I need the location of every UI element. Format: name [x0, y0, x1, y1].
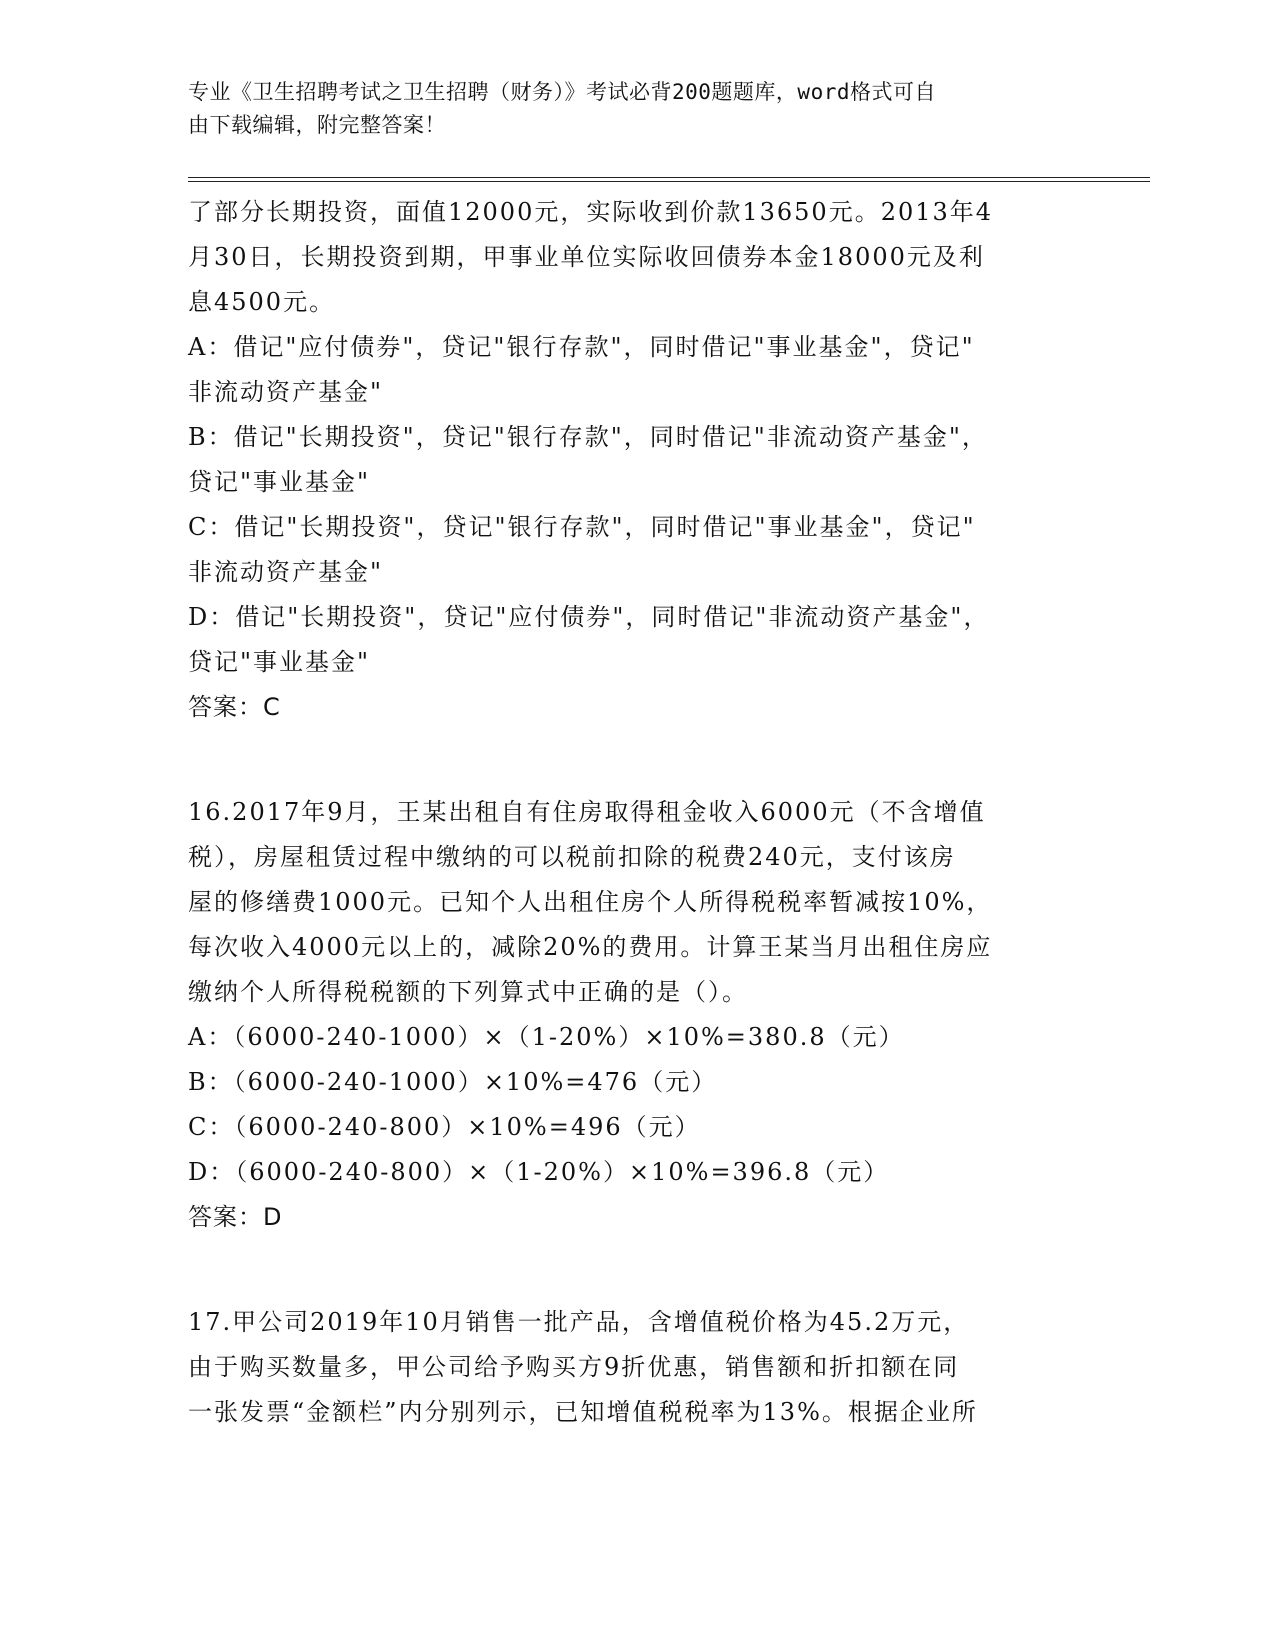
question-15 — [188, 190, 1088, 730]
answer-label: 答案：D — [188, 1203, 283, 1231]
answer-label: 答案：C — [188, 693, 281, 721]
question-stem-line: 一张发票“金额栏”内分别列示，已知增值税税率为13%。根据企业所 — [188, 1398, 978, 1426]
question-16 — [188, 790, 1088, 1240]
question-spacer — [188, 1240, 1088, 1300]
question-stem-line: 屋的修缮费1000元。已知个人出租住房个人所得税税率暂减按10%， — [188, 888, 993, 916]
question-stem-line: 16.2017年9月，王某出租自有住房取得租金收入6000元（不含增值 — [188, 798, 986, 826]
question-stem-line: 了部分长期投资，面值12000元，实际收到价款13650元。2013年4 — [188, 198, 994, 226]
option-a-line-1: A：借记"应付债券"，贷记"银行存款"，同时借记"事业基金"，贷记" — [188, 333, 975, 361]
question-stem-line: 月30日，长期投资到期，甲事业单位实际收回债券本金18000元及利 — [188, 243, 985, 271]
option-c-line-1: C：借记"长期投资"，贷记"银行存款"，同时借记"事业基金"，贷记" — [188, 513, 976, 541]
question-stem-line: 息4500元。 — [188, 288, 336, 316]
document-header — [188, 76, 1068, 142]
option-b-line-1: B：借记"长期投资"，贷记"银行存款"，同时借记"非流动资产基金"， — [188, 423, 988, 451]
question-stem-line: 税），房屋租赁过程中缴纳的可以税前扣除的税费240元，支付该房 — [188, 843, 956, 871]
option-a-line-2: 非流动资产基金" — [188, 378, 384, 406]
option-d: D：（6000-240-800）×（1-20%）×10%=396.8（元） — [188, 1158, 890, 1186]
option-b-line-2: 贷记"事业基金" — [188, 468, 371, 496]
header-rule-top — [188, 177, 1150, 178]
header-title-line-1: 专业《卫生招聘考试之卫生招聘（财务）》考试必背200题题库，word格式可自 — [188, 80, 936, 104]
question-stem-line: 每次收入4000元以上的，减除20%的费用。计算王某当月出租住房应 — [188, 933, 993, 961]
header-rule-bottom — [188, 181, 1150, 182]
question-17 — [188, 1300, 1088, 1435]
option-c: C：（6000-240-800）×10%=496（元） — [188, 1113, 701, 1141]
option-a: A：（6000-240-1000）×（1-20%）×10%=380.8（元） — [188, 1023, 905, 1051]
document-body — [188, 190, 1088, 1435]
header-title-line-2: 由下载编辑，附完整答案！ — [188, 113, 446, 137]
question-stem-line: 缴纳个人所得税税额的下列算式中正确的是（）。 — [188, 978, 748, 1006]
option-c-line-2: 非流动资产基金" — [188, 558, 384, 586]
option-d-line-2: 贷记"事业基金" — [188, 648, 371, 676]
question-stem-line: 由于购买数量多，甲公司给予购买方9折优惠，销售额和折扣额在同 — [188, 1353, 960, 1381]
question-spacer — [188, 730, 1088, 790]
option-d-line-1: D：借记"长期投资"，贷记"应付债券"，同时借记"非流动资产基金"， — [188, 603, 990, 631]
question-stem-line: 17.甲公司2019年10月销售一批产品，含增值税价格为45.2万元， — [188, 1308, 970, 1336]
option-b: B：（6000-240-1000）×10%=476（元） — [188, 1068, 718, 1096]
